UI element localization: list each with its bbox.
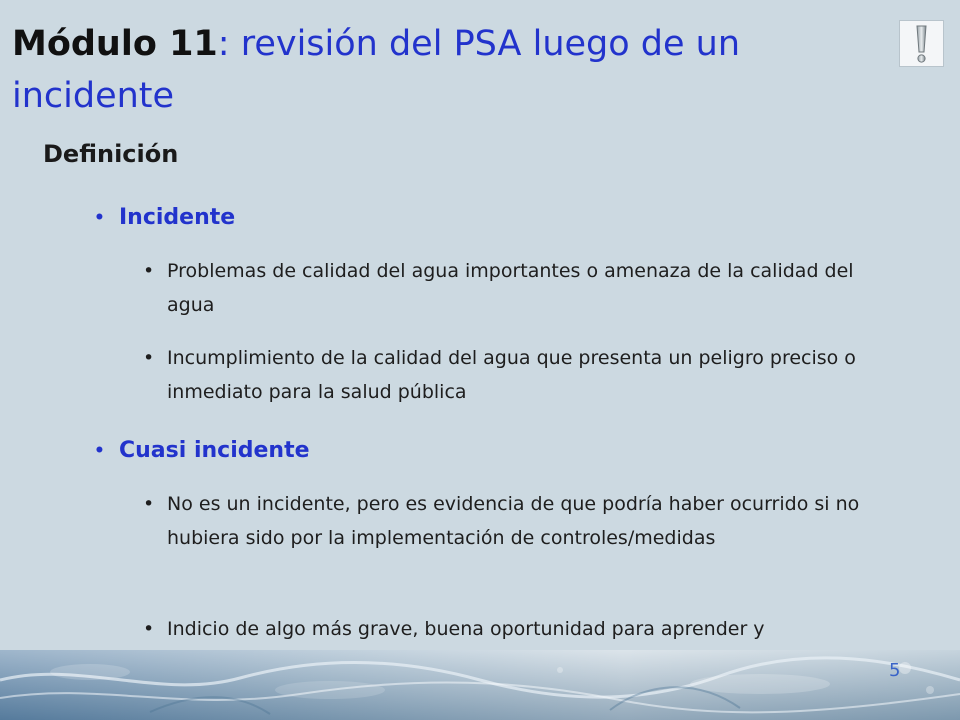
bullet-dot: •: [143, 618, 155, 640]
bullet-dot: •: [94, 208, 105, 228]
bullet-label: Cuasi incidente: [119, 438, 310, 463]
sub-bullet-text: Indicio de algo más grave, buena oportunidad para aprender y: [167, 618, 765, 640]
bullet-dot: •: [143, 260, 155, 282]
bullet-dot: •: [143, 493, 155, 515]
title-module: Módulo 11: [12, 24, 218, 64]
page-number: 5: [889, 660, 901, 681]
sub-bullet: [143, 341, 903, 409]
sub-bullet-text: No es un incidente, pero es evidencia de que podría haber ocurrido si no hubiera sido por la implementación de controles/medidas: [167, 493, 860, 549]
bullet-label: Incidente: [119, 205, 236, 230]
bullet-dot: •: [143, 347, 155, 369]
exclamation-icon: [899, 20, 944, 67]
bullet-dot: •: [94, 441, 105, 461]
water-splash-footer: [0, 650, 960, 720]
slide-title: [12, 18, 892, 122]
exclamation-icon-graphic: [900, 21, 943, 66]
title-subject: : revisión del PSA luego de un incidente: [12, 24, 741, 116]
sub-bullet-text: Incumplimiento de la calidad del agua que presenta un peligro preciso o inmediato para la salud pública: [167, 347, 856, 403]
sub-bullet-text: Problemas de calidad del agua importantes o amenaza de la calidad del agua: [167, 260, 854, 316]
sub-bullet: [143, 487, 863, 555]
sub-bullet: [143, 254, 903, 322]
section-heading: Definición: [43, 140, 179, 168]
